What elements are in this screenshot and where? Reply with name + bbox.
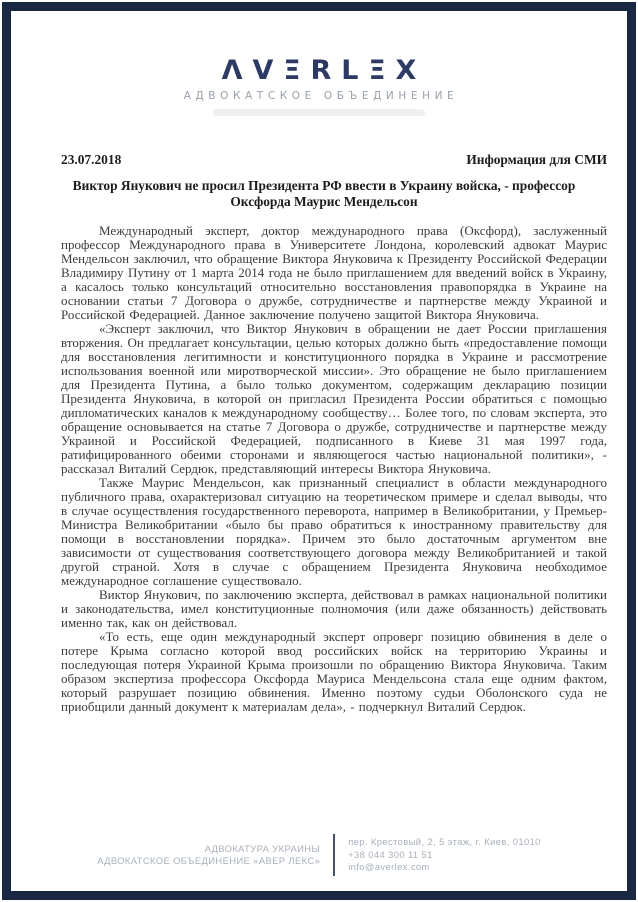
footer-divider [333,834,335,876]
footer-organization [97,843,320,868]
page-frame [2,2,636,900]
document-date: 23.07.2018 [61,152,122,167]
paragraph: «Эксперт заключил, что Виктор Янукович в обращении не дает России приглашения вторжения. Он предлагает консультации, целью которых должно быть «предоставление помощи для восстановления легитимности и конституционного порядка в Украине и рассмотрение использования военной или миротворческой миссии». Это обращение не было приглашением для Президента Путина, а было только документом, содержащим декларацию позиции Президента Януковича, в которой он пригласил Президента России обратиться с помощью дипломатических каналов к международному сообществу… Более того, по словам эксперта, это обращение основывается на статье 7 Договора о дружбе, сотрудничестве и партнерстве между Украиной и Российской Федерацией, подписанного в Киеве 31 мая 1997 года, ратифицированного обеими сторонами и являющегося частью национальной политики», - рассказал Виталий Сердюк, представляющий интересы Виктора Януковича. [61,320,607,476]
article-body [61,224,607,714]
paragraph: «То есть, еще один международный эксперт опроверг позицию обвинения в деле о потере Крыма согласно которой ввод российских войск на территорию Украины и последующая потеря Украиной Крыма произошли по обращению Виктора Януковича. Таким образом экспертиза профессора Оксфорда Мауриса Мендельсона стала еще одним фактом, который разрушает позицию обвинения. Именно поэтому судьи Оболонского суда не приобщили данный документ к материалам дела», - подчеркнул Виталий Сердюк. [61,628,607,714]
document-meta-row [61,152,607,168]
footer-email: info@averlex.com [348,861,430,873]
page-footer [11,834,627,876]
footer-contacts [348,836,541,874]
logo-tagline: АДВОКАТСКОЕ ОБЪЕДИНЕНИЕ [183,90,459,102]
article-title: Виктор Янукович не просил Президента РФ ввести в Украину войска, - профессор Оксфорда Маурис Мендельсон [72,178,576,210]
footer-org-line: АДВОКАТСКОЕ ОБЪЕДИНЕНИЕ «АВЕР ЛЕКС» [97,855,321,866]
logo [11,57,627,116]
press-label: Информация для СМИ [466,152,607,167]
paragraph: Также Маурис Мендельсон, как признанный специалист в области международного публичного права, охарактеризовал ситуацию на теоретическом примере и сделал выводы, что в случае осуществления государственного переворота, например в Великобритании, у Премьер-Министра Великобритании «было бы право обратиться к иностранному правительству для помощи в восстановлении порядка». Причем это было достаточным аргументом вне зависимости от существования соответствующего договора между Великобританией и такой другой страной. Хотя в случае с обращением Президента Януковича необходимое международное соглашение существовало. [61,474,607,588]
averlex-logo-wordmark: ΛVΞRLΞX [221,55,427,86]
footer-org-line: АДВОКАТУРА УКРАИНЫ [204,842,321,854]
footer-phone: +38 044 300 11 51 [348,848,433,860]
footer-address: пер. Крестовый, 2, 5 этаж, г. Киев, 01010 [348,836,541,848]
paragraph: Виктор Янукович, по заключению эксперта, действовал в рамках национальной политики и законодательства, имел конституционные полномочия (или даже обязанность) действовать именно так, как он действовал. [61,586,607,630]
scan-artifact [213,109,425,116]
paragraph: Международный эксперт, доктор международного права (Оксфорд), заслуженный профессор Международного права в Университете Лондона, королевский адвокат Маурис Мендельсон заключил, что обращение Виктора Януковича к Президенту Российской Федерации Владимиру Путину от 1 марта 2014 года не было приглашением для введений войск в Украину, а касалось только консультаций относительно восстановления правопорядка в Украине на основании статьи 7 Договора о дружбе, сотрудничестве и партнерстве между Украиной и Российской Федерацией. Данное заключение получено защитой Виктора Януковича. [61,222,607,322]
